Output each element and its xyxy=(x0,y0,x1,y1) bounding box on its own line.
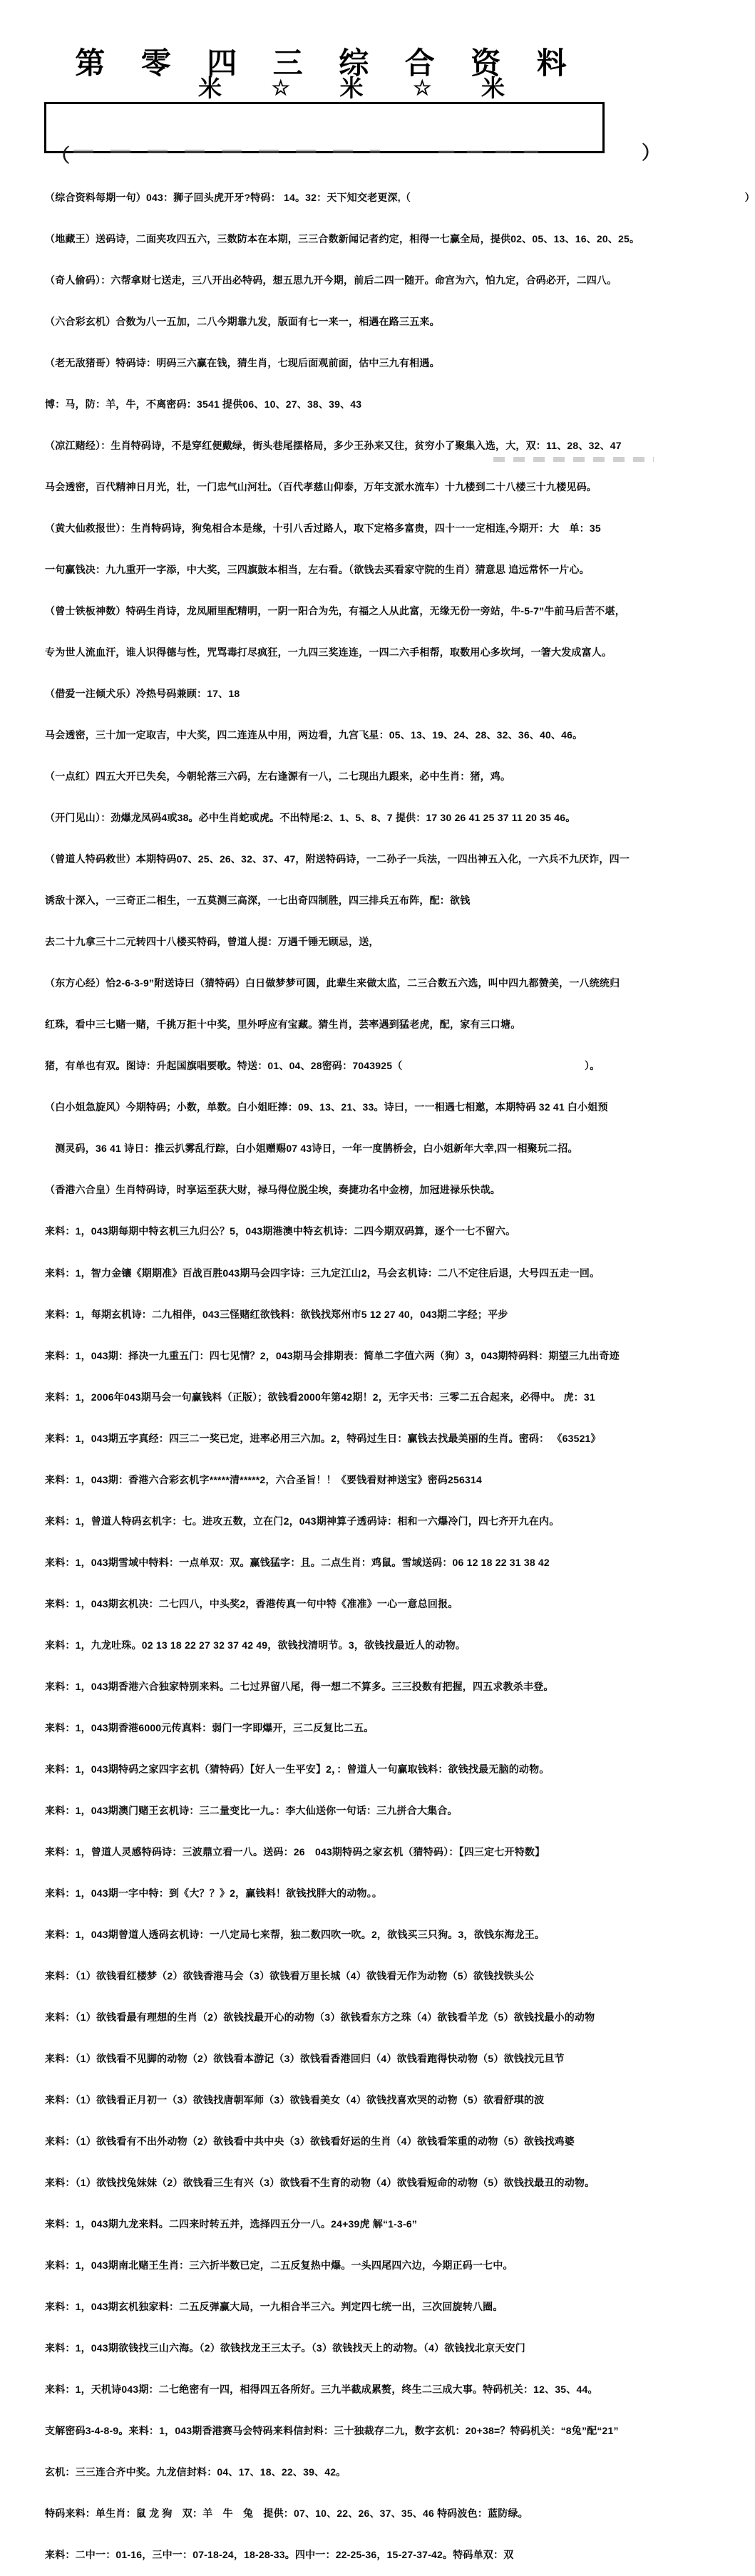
text-line: 来料：1，曾道人灵感特码诗：三波鼎立看一八。送码：26 043期特码之家玄机（猜特码）：【四三定七开特数】 xyxy=(45,1845,545,1858)
text-line: 来料：1，043期特码之家四字玄机（猜特码）【好人一生平安】2，：曾道人一句赢取钱料：欲钱找最无脑的动物。 xyxy=(45,1763,550,1775)
text-line: 玄机：三三连合齐中奖。九龙信封料：04、17、18、22、39、42。 xyxy=(45,2466,346,2478)
text-line: 来料：1，043期九龙来料。二四来时转五并，选择四五分一八。24+39虎 解“1-3-6” xyxy=(45,2218,418,2230)
decorative-symbols-row xyxy=(198,76,505,101)
text-line: 马会透密，三十加一定取吉，中大奖，四二连连从中用，两边看，九宫飞星：05、13、19、24、28、32、36、40、46。 xyxy=(45,729,583,741)
text-line: （一点红）四五大开已失矣，今朝轮落三六码，左右逢源有一八，二七现出九跟来，必中生肖：猪，鸡。 xyxy=(45,771,511,783)
text-line: （借爱一注倾犬乐）冷热号码兼顾：17、18 xyxy=(45,688,240,700)
text-line: 来料：（1）欲钱找兔妹妹（2）欲钱看三生有兴（3）欲钱看不生育的动物（4）欲钱看短命的动物（5）欲钱找最丑的动物。 xyxy=(45,2177,595,2189)
faded-text-smudge xyxy=(493,457,654,462)
text-line: 来料：1，曾道人特码玄机字：七。进攻五数，立在门2，043期神算子透码诗：相和一六爆冷门，四七齐开九在内。 xyxy=(45,1515,560,1527)
text-line: 猪，有单也有双。图诗：升起国旗唱要歌。特送：01、04、28密码：7043925（ ）。 xyxy=(45,1060,600,1072)
text-line: 来料：1，2006年043期马会一句赢钱料（正版）；欲钱看2000年第42期！2，无字天书：三零二五合起来，必得中。 虎：31 xyxy=(45,1391,595,1403)
text-line: 来料：1，043期一字中特：到《大？？》2，赢钱料！欲钱找胖大的动物。。 xyxy=(45,1887,383,1899)
text-line: 红珠，看中三七赌一赌，千挑万拒十中奖，里外呼应有宝藏。猜生肖，芸率遇到猛老虎，配，家有三口塘。 xyxy=(45,1019,521,1031)
text-line: （白小姐急旋风）今期特码；小数，单数。白小姐旺捧：09、13、21、33。诗曰，一一相遇七相邀，本期特码 32 41 白小姐预 xyxy=(45,1101,608,1113)
text-line: 诱敌十深入，一三奇正二相生，一五莫测三高深，一七出奇四制胜，四三排兵五布阵，配：欲钱 xyxy=(45,895,471,907)
text-line: 来料：1，043期南北赌王生肖：三六折半数已定，二五反复热中爆。一头四尾四六边，今期正码一七中。 xyxy=(45,2260,513,2272)
text-line: 来料：1，043期香港六合独家特别来料。二七过界留八尾，得一想二不算多。三三投数有把握，四五求教杀丰登。 xyxy=(45,1680,554,1692)
page-title: 第 零 四 三 综 合 资 料 xyxy=(75,48,581,81)
text-line: 来料：1，043期玄机独家料：二五反弹赢大局，一九相合半三六。判定四七统一出，三次回旋转八圈。 xyxy=(45,2301,503,2313)
text-line: 来料：1，043期玄机决：二七四八，中头奖2，香港传真一句中特《准准》一心一意总回报。 xyxy=(45,1597,458,1609)
text-line: 来料：1，智力金镶《期期准》百战百胜043期马会四字诗：三九定江山2，马会玄机诗：二八不定往后退，大号四五走一回。 xyxy=(45,1267,600,1279)
text-line: 去二十九拿三十二元转四十八楼买特码，曾道人提：万遇千锤无顾忌，送， xyxy=(45,936,379,948)
faded-text-smudge xyxy=(438,150,538,153)
text-line: （六合彩玄机）合数为八一五加，二八今期靠九发，版面有七一来一，相遇在路三五来。 xyxy=(45,315,440,327)
rice-asterisk-icon: 米 xyxy=(339,75,364,101)
text-line: 马会透密，百代精神日月光，壮，一门忠气山河壮。（百代孝慈山仰泰，万年支派水流车）十九楼到二十八楼三十九楼见码。 xyxy=(45,480,597,493)
text-line: 来料：（1）欲钱看红楼梦（2）欲钱香港马会（3）欲钱看万里长城（4）欲钱看无作为动物（5）欲钱找铁头公 xyxy=(45,1970,535,1982)
text-line: 来料：（1）欲钱看正月初一（3）欲钱找唐朝军师（3）欲钱看美女（4）欲钱找喜欢哭的动物（5）欲看舒琪的波 xyxy=(45,2094,545,2106)
text-line: 博：马，防：羊，牛，不离密码：3541 提供06、10、27、38、39、43 xyxy=(45,398,362,410)
text-line: 来料：1，043期五字真经：四三二一奖已定，进率必用三六加。2，特码过生日：赢钱去找最美丽的生肖。密码： 《63521》 xyxy=(45,1432,601,1444)
star-outline-icon: ☆ xyxy=(413,77,432,100)
text-line: （地藏王）送码诗，二面夹攻四五六，三数防本在本期，三三合数新闻记者约定，相得一七赢全局，提供02、05、13、16、20、25。 xyxy=(45,232,640,244)
text-line: 来料：1，043期：香港六合彩玄机字*****清*****2，六合圣旨！！《要钱看财神送宝》密码256314 xyxy=(45,1473,482,1485)
rice-asterisk-icon: 米 xyxy=(481,75,505,101)
text-line: （曾道人特码救世）本期特码07、25、26、32、37、47，附送特码诗，一二孙子一兵法，一四出神五入化，一六兵不九厌诈，四一 xyxy=(45,853,630,865)
text-line: 来料：1，043期每期中特玄机三九归公？5，043期港澳中特玄机诗：二四今期双码算，逐个一七不留六。 xyxy=(45,1225,516,1237)
text-line: 测灵码，36 41 诗日：推云扒雾乱行踪，白小姐赠赐07 43诗日，一年一度鹊桥会，白小姐新年大幸,四一相聚玩二招。 xyxy=(45,1143,578,1155)
text-line: 一句赢钱决：九九重开一字添，中大奖，三四旗鼓本相当，左右看。（欲钱去买看家守院的生肖）猜意思 追远常怀一片心。 xyxy=(45,563,590,575)
text-line: （曾士铁板神数）特码生肖诗，龙凤厢里配精明，一阴一阳合为先，有福之人从此富，无缘无份一旁站，牛-5-7”牛前马后苦不堪， xyxy=(45,605,625,617)
body-text-block xyxy=(45,163,755,2576)
text-line: （奇人偷码）：六帮拿财七送走，三八开出必特码，想五思九开今期，前后二四一随开。命宫为六，怕九定，合码必开，二四八。 xyxy=(45,274,617,286)
text-line: 来料：1，每期玄机诗：二九相伴，043三怪赌红欲钱料：欲钱找郑州市5 12 27 40，043期二字经；平步 xyxy=(45,1308,508,1320)
text-line: 特码来料：单生肖：鼠 龙 狗 双：羊 牛 兔 提供：07、10、22、26、37、35、46 特码波色：蓝防绿。 xyxy=(45,2508,528,2520)
text-line: 支解密码3-4-8-9。来料：1，043期香港赛马会特码来料信封料：三十独裁存二九，数字玄机：20+38=？特码机关：“8兔”配“21” xyxy=(45,2425,619,2437)
text-line: 来料：1，九龙吐珠。02 13 18 22 27 32 37 42 49，欲钱找清明节。3，欲钱找最近人的动物。 xyxy=(45,1639,466,1651)
text-line: 来料：1，043期香港6000元传真料：弱门一字即爆开，三二反复比二五。 xyxy=(45,1721,374,1733)
text-line: （开门见山）：劲爆龙凤码4或38。必中生肖蛇或虎。不出特尾:2、1、5、8、7 提供：17 30 26 41 25 37 11 20 35 46。 xyxy=(45,812,576,824)
decor-close-paren: ） xyxy=(642,142,661,163)
text-line: 来料：（1）欲钱看最有理想的生肖（2）欲钱找最开心的动物（3）欲钱看东方之珠（4）欲钱看羊龙（5）欲钱找最小的动物 xyxy=(45,2011,595,2024)
star-outline-icon: ☆ xyxy=(271,77,290,100)
text-line: 来料：1，043期澳门赌王玄机诗：三二量变比一九。：李大仙送你一句话：三九拼合大集合。 xyxy=(45,1804,458,1816)
text-line: 来料：1，043期雪域中特料：一点单双：双。赢钱猛字：且。二点生肖：鸡鼠。雪域送码：06 12 18 22 31 38 42 xyxy=(45,1556,550,1568)
text-line: 来料：1，043期欲钱找三山六海。（2）欲钱找龙王三太子。（3）欲钱找天上的动物。（4）欲钱找北京天安门 xyxy=(45,2342,525,2354)
text-line: （香港六合皇）生肖特码诗，时享运至获大财，禄马得位脱尘埃，奏捷功名中金榜，加冠进禄乐快哉。 xyxy=(45,1184,500,1196)
text-line: （综合资料每期一句）043：狮子回头虎开牙?特码： 14。32：天下知交老更深,（ ） xyxy=(45,191,755,203)
text-line: （凉江赌经）：生肖特码诗，不是穿红便戴绿，街头巷尾摆格局，多少王孙来又往，贫穷小了聚集入选，大，双：11、28、32、47 xyxy=(45,439,622,451)
text-line: 来料：（1）欲钱看有不出外动物（2）欲钱看中共中央（3）欲钱看好运的生肖（4）欲钱看笨重的动物（5）欲钱找鸡婆 xyxy=(45,2135,575,2148)
rice-asterisk-icon: 米 xyxy=(198,75,222,101)
blank-header-box xyxy=(44,102,605,153)
text-line: 专为世人流血汗，谁人识得德与性，咒骂毒打尽疯狂，一九四三奖连连，一四二六手相帮，取数用心多坎坷，一箸大发成富人。 xyxy=(45,646,612,659)
text-line: （老无敌猪哥）特码诗：明码三六赢在钱，猜生肖，七现后面观前面，估中三九有相遇。 xyxy=(45,356,440,369)
text-line: 来料：（1）欲钱看不见脚的动物（2）欲钱看本游记（3）欲钱看香港回归（4）欲钱看跑得快动物（5）欲钱找元旦节 xyxy=(45,2053,565,2065)
text-line: （东方心经）恰2-6-3-9”附送诗曰（猜特码）白日做梦梦可圆，此辈生来做太监，二三合数五六选，叫中四九都赞美，一八统统归 xyxy=(45,977,620,989)
text-line: 来料：1，043期曾道人透码玄机诗：一八定局七来帮，独二数四吹一吹。2，欲钱买三只狗。3，欲钱东海龙王。 xyxy=(45,1929,545,1940)
decor-open-paren: （ xyxy=(51,145,71,166)
text-line: 来料：1，天机诗043期：二七绝密有一四，相得四五各所好。三九半截成累赘，终生二三成大事。特码机关：12、35、44。 xyxy=(45,2384,598,2396)
text-line: 来料：1，043期：择决一九重五门：四七见情？2，043期马会排期表：简单二字值六两（狗）3，043期特码料：期望三九出奇迹 xyxy=(45,1349,620,1361)
faded-text-smudge xyxy=(73,150,380,153)
text-line: 来料：二中一：01-16，三中一：07-18-24，18-28-33。四中一：22-25-36，15-27-37-42。特码单双：双 xyxy=(45,2549,514,2561)
text-line: （黄大仙救报世）：生肖特码诗，狗兔相合本是缘，十引八舌过路人，取下定格多富贵，四十一一定相连,今期开：大 单：35 xyxy=(45,522,601,534)
